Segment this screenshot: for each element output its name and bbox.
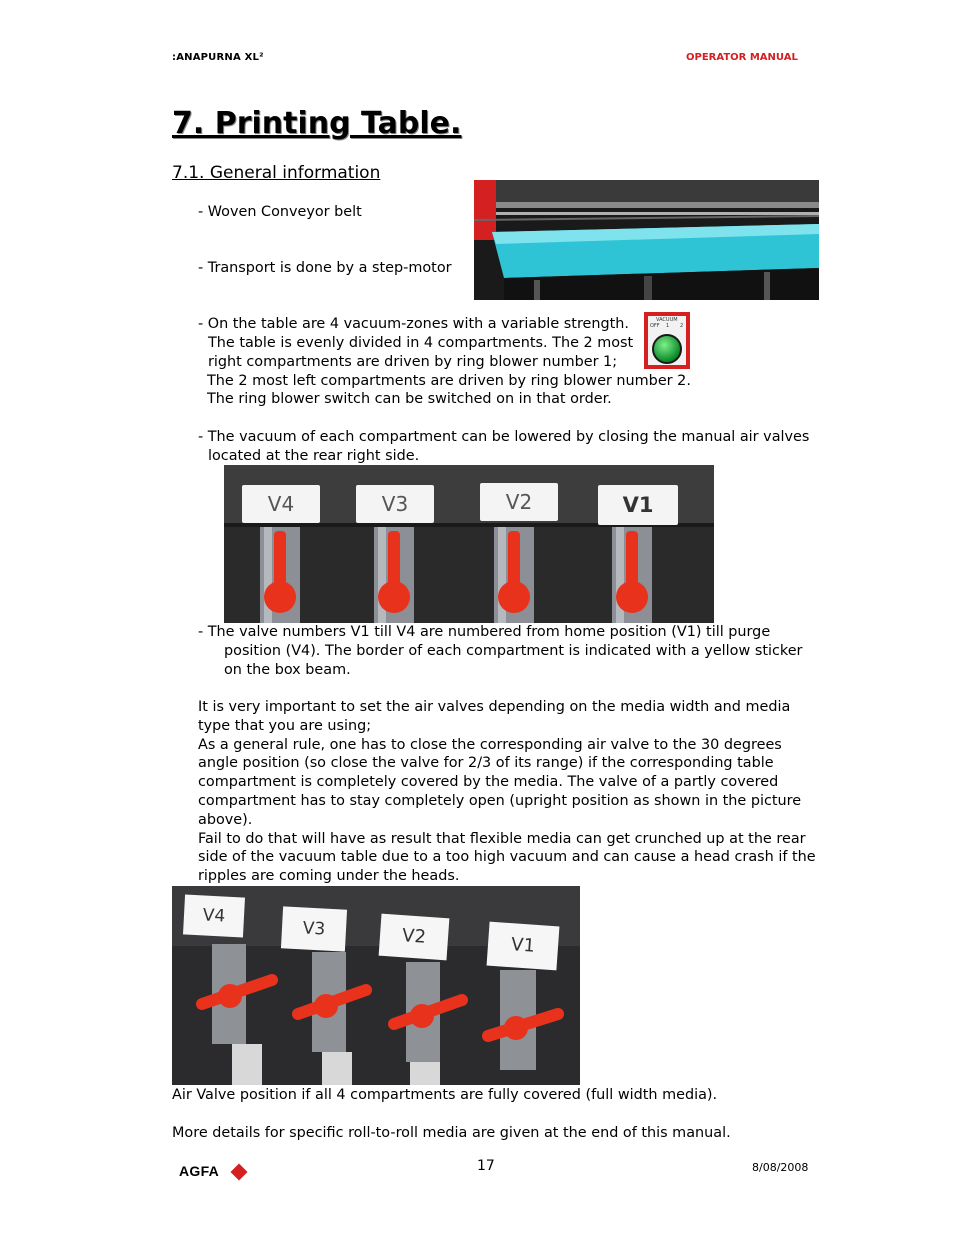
- agfa-logo-text: AGFA: [179, 1163, 220, 1179]
- vacuum-switch-photo: [644, 312, 690, 369]
- text-line: - The valve numbers V1 till V4 are numbered from home position (V1) till purge: [198, 624, 771, 640]
- valve-label-v4: V4: [242, 485, 320, 523]
- figure-caption: Air Valve position if all 4 compartments are fully covered (full width media).: [172, 1087, 718, 1103]
- valve-label-v2: V2: [480, 483, 558, 521]
- page-number: 17: [477, 1158, 495, 1174]
- bullet-conveyor: - Woven Conveyor belt: [198, 204, 362, 220]
- text-line: - On the table are 4 vacuum-zones with a variable strength.: [198, 316, 629, 332]
- agfa-logo: [179, 1161, 245, 1177]
- text-line: The table is evenly divided in 4 compartments. The 2 most: [208, 335, 634, 351]
- text-line: right compartments are driven by ring blower number 1;: [208, 354, 618, 370]
- valves-closed-photo: [172, 886, 580, 1085]
- conveyor-belt-illustration: [474, 180, 819, 300]
- text-line: side of the vacuum table due to a too high vacuum and can cause a head crash if the: [198, 849, 816, 865]
- header-manual: OPERATOR MANUAL: [686, 52, 798, 63]
- text-line: above).: [198, 812, 253, 828]
- text-line: on the box beam.: [224, 662, 351, 678]
- text-line: position (V4). The border of each compartment is indicated with a yellow sticker: [224, 643, 803, 659]
- valves-closed-illustration: [172, 886, 580, 1085]
- text-line: type that you are using;: [198, 718, 372, 734]
- text-line: It is very important to set the air valves depending on the media width and media: [198, 699, 791, 715]
- bullet-step-motor: - Transport is done by a step-motor: [198, 260, 452, 276]
- text-line: As a general rule, one has to close the corresponding air valve to the 30 degrees: [198, 737, 782, 753]
- text-line: compartment has to stay completely open (upright position as shown in the picture: [198, 793, 802, 809]
- vacuum-pos-1: 1: [666, 323, 670, 329]
- valve-label-v1: V1: [598, 485, 678, 525]
- text-line: compartment is completely covered by the media. The valve of a partly covered: [198, 774, 779, 790]
- text-line: - The vacuum of each compartment can be lowered by closing the manual air valves: [198, 429, 810, 445]
- vacuum-pos-off: OFF: [650, 323, 660, 329]
- valves-open-photo: [224, 465, 714, 623]
- valve-label-v2: V2: [379, 914, 450, 961]
- text-line: located at the rear right side.: [208, 448, 420, 464]
- agfa-rhombus-icon: [231, 1163, 248, 1180]
- text-line: angle position (so close the valve for 2/3 of its range) if the corresponding table: [198, 755, 774, 771]
- section-title: 7.1. General information: [172, 163, 381, 183]
- text-line: Fail to do that will have as result that flexible media can get crunched up at the rear: [198, 831, 806, 847]
- valves-open-illustration: [224, 527, 714, 623]
- vacuum-label: VACUUM: [656, 317, 678, 323]
- footer-date: 8/08/2008: [752, 1161, 809, 1174]
- header-product: :ANAPURNA XL²: [172, 52, 264, 63]
- valve-label-v3: V3: [356, 485, 434, 523]
- conveyor-belt-photo: [474, 180, 819, 300]
- text-line: The 2 most left compartments are driven by ring blower number 2.: [207, 373, 691, 389]
- more-details-text: More details for specific roll-to-roll media are given at the end of this manual.: [172, 1125, 731, 1141]
- valve-label-v3: V3: [281, 906, 347, 951]
- valve-label-v1: V1: [487, 922, 560, 971]
- page-title: 7. Printing Table.: [172, 106, 462, 141]
- text-line: ripples are coming under the heads.: [198, 868, 460, 884]
- valve-label-v4: V4: [183, 894, 245, 937]
- vacuum-knob: [652, 334, 682, 364]
- text-line: The ring blower switch can be switched on in that order.: [207, 391, 612, 407]
- vacuum-pos-2: 2: [680, 323, 684, 329]
